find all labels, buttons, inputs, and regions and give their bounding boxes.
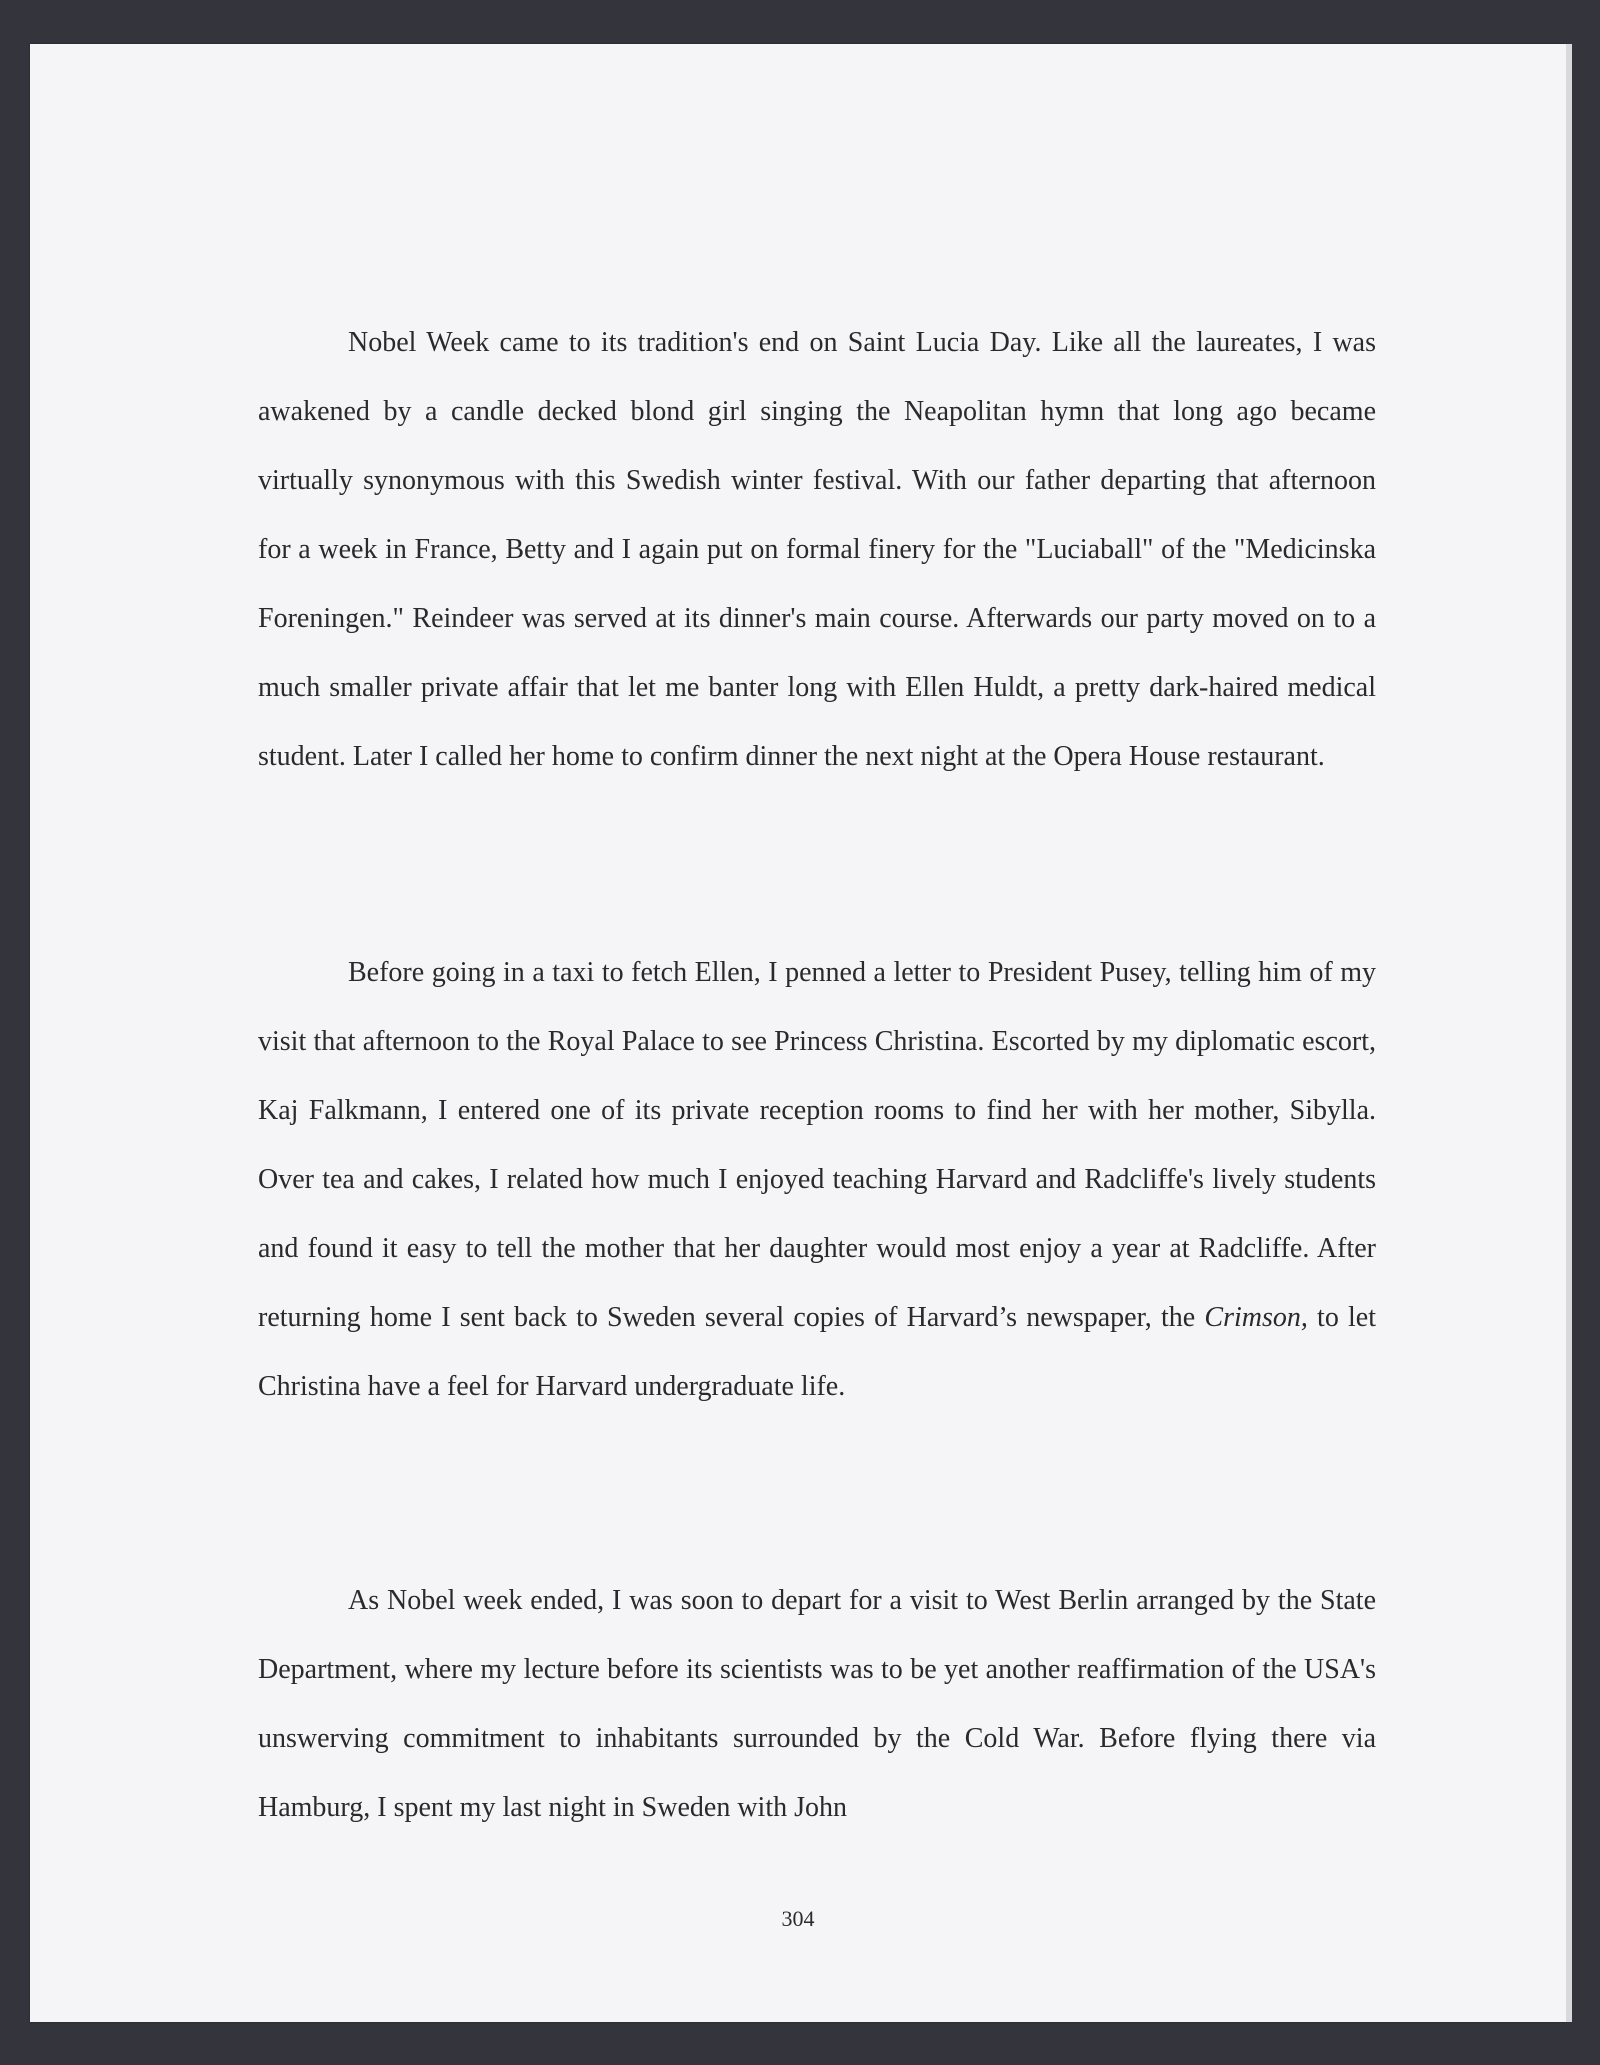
paragraph-2-text-after: to let Christina have a feel for Harvard undergraduate life. bbox=[258, 1302, 1377, 1402]
document-page bbox=[30, 44, 1566, 2022]
paragraph-2-text-before: Before going in a taxi to fetch Ellen, I penned a letter to President Pusey, telling him of my visit that afternoon to the Royal Palace to see Princess Christina. Escorted by my diplomatic escort, Kaj Falkmann, I entered one of its private reception rooms to find her with her mother, Sibylla. Over tea and cakes, I related how much I enjoyed teaching Harvard and Radcliffe's lively students and found it easy to tell the mother that her daughter would most enjoy a year at Radcliffe. After returning home I sent back to Sweden several copies of Harvard’s newspaper, the bbox=[258, 957, 1376, 1333]
newspaper-title: Crimson, bbox=[1204, 1302, 1308, 1333]
paragraph-2 bbox=[258, 938, 1376, 1421]
paragraph-3: As Nobel week ended, I was soon to depart for a visit to West Berlin arranged by the State Department, where my lecture before its scientists was to be yet another reaffirmation of the USA's unswerving commitment to inhabitants surrounded by the Cold War. Before flying there via Hamburg, I spent my last night in Sweden with John bbox=[258, 1585, 1376, 1823]
page-number: 304 bbox=[781, 1906, 815, 1931]
paragraph-1: Nobel Week came to its tradition's end on Saint Lucia Day. Like all the laureates, I was awakened by a candle decked blond girl singing the Neapolitan hymn that long ago became virtually synonymous with this Swedish winter festival. With our father departing that afternoon for a week in France, Betty and I again put on formal finery for the "Luciaball" of the "Medicinska Foreningen." Reindeer was served at its dinner's main course. Afterwards our party moved on to a much smaller private affair that let me banter long with Ellen Huldt, a pretty dark-haired medical student. Later I called her home to confirm dinner the next night at the Opera House restaurant. bbox=[258, 327, 1376, 772]
page-edge bbox=[1566, 44, 1572, 2022]
